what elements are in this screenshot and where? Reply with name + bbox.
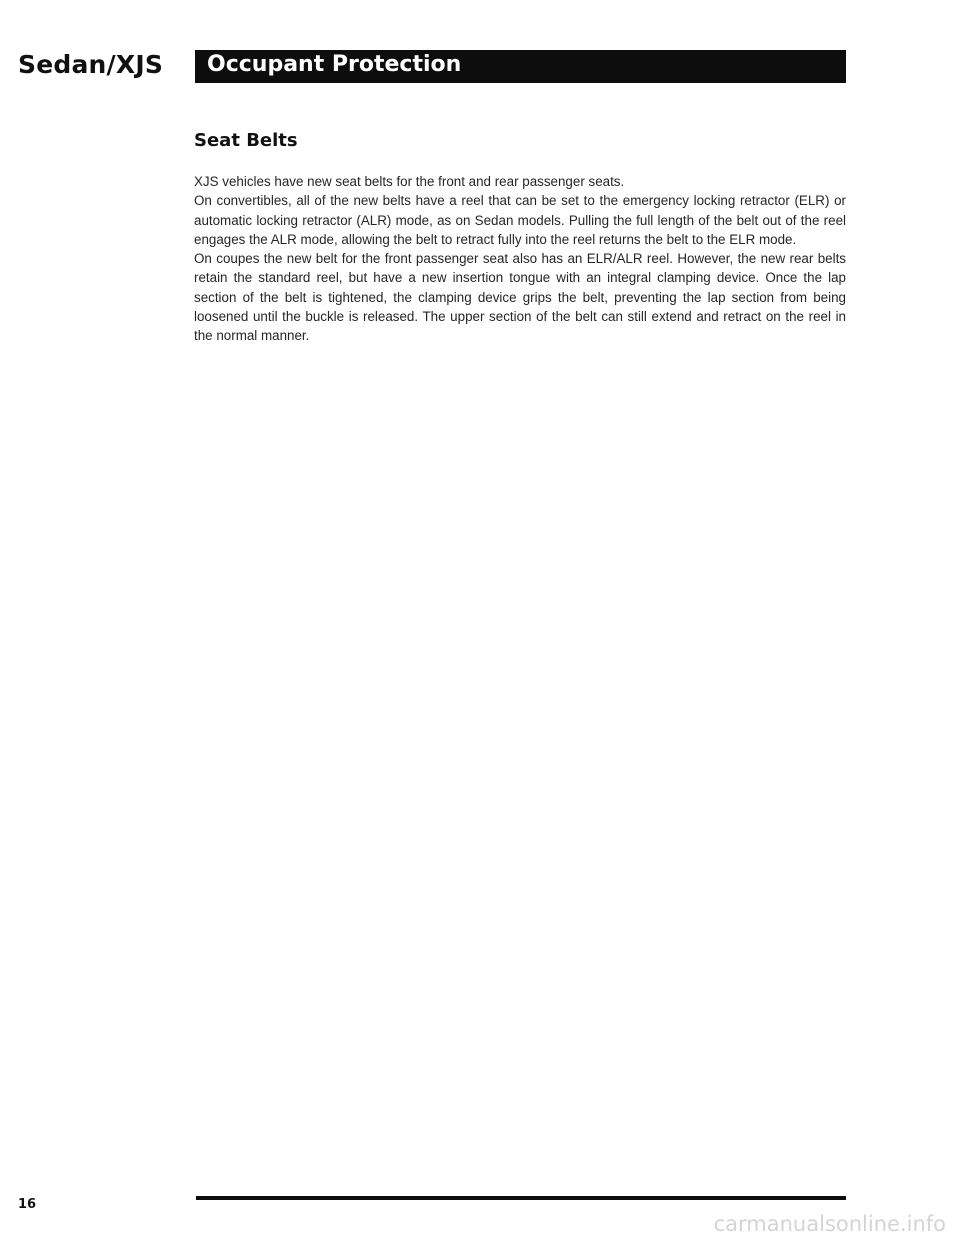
section-title: Occupant Protection <box>207 52 462 77</box>
paragraph-coupes: On coupes the new belt for the front passenger seat also has an ELR/ALR reel. However, the new rear belts retain the standard reel, but have a new insertion tongue with an integral clamping device. Once the lap section of the belt is tightened, the clamping device grips the belt, preventing the lap section from being loosened until the buckle is released. The upper section of the belt can still extend and retract on the reel in the normal manner. <box>194 251 846 344</box>
section-heading: Seat Belts <box>194 130 298 151</box>
section-header-bar <box>195 50 846 83</box>
paragraph-convertibles: On convertibles, all of the new belts have a reel that can be set to the emergency locking retractor (ELR) or automatic locking retractor (ALR) mode, as on Sedan models. Pulling the full length of the belt out of the reel engages the ALR mode, allowing the belt to retract fully into the reel returns the belt to the ELR mode. <box>194 193 846 247</box>
paragraph-intro: XJS vehicles have new seat belts for the front and rear passenger seats. <box>194 174 625 189</box>
body-text <box>194 172 846 346</box>
watermark: carmanualsonline.info <box>713 1212 946 1236</box>
footer-rule <box>196 1196 846 1200</box>
page-number: 16 <box>18 1197 37 1212</box>
model-label: Sedan/XJS <box>18 50 164 79</box>
